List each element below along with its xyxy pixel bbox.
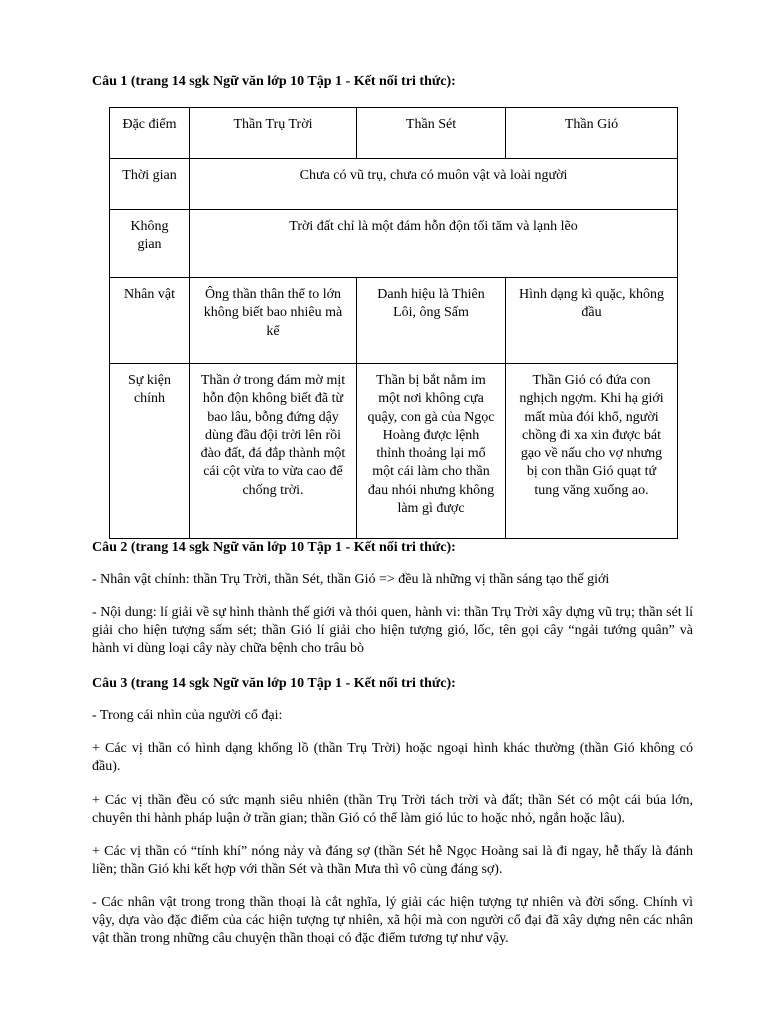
answer-2-paragraph-1: - Nhân vật chính: thần Trụ Trời, thần Sét, thần Gió => đều là những vị thần sáng tạo thế giới bbox=[92, 572, 610, 587]
character-cell-tru-troi: Ông thần thân thể to lớn không biết bao nhiêu mà kể bbox=[190, 278, 357, 364]
answer-3-paragraph-3: + Các vị thần đều có sức mạnh siêu nhiên (thần Trụ Trời tách trời và đất; thần Sét có một cái búa lớn, chuyên thi hành pháp luận ở trần gian; thần Gió có thể làm gió lúc to hoặc nhỏ, ngắn hoặc lâu). bbox=[92, 793, 693, 826]
question-3-heading: Câu 3 (trang 14 sgk Ngữ văn lớp 10 Tập 1 - Kết nối tri thức): bbox=[92, 676, 456, 691]
event-cell-tru-troi: Thần ở trong đám mờ mịt hỗn độn không biết đã từ bao lâu, bỗng đứng dậy dùng đầu đội trời lên rồi đào đất, đá đắp thành một cái cột vừa to vừa cao để chống trời. bbox=[190, 364, 357, 539]
question-1-heading: Câu 1 (trang 14 sgk Ngữ văn lớp 10 Tập 1 - Kết nối tri thức): bbox=[92, 74, 456, 89]
answer-2-paragraph-2: - Nội dung: lí giải về sự hình thành thế giới và thói quen, hành vi: thần Trụ Trời xây dựng vũ trụ; thần sét lí giải cho hiện tượng sấm sét; thần Gió lí giải cho hiện tượng gió, lốc, tên gọi cây “ngải tướng quân” và hành vi dùng loại cây này chữa bệnh cho trâu bò bbox=[92, 605, 693, 656]
character-cell-gio: Hình dạng kì quặc, không đầu bbox=[506, 278, 678, 364]
row-label-event: Sự kiện chính bbox=[110, 364, 190, 539]
answer-3-paragraph-1: - Trong cái nhìn của người cổ đại: bbox=[92, 708, 283, 723]
event-cell-set: Thần bị bắt nằm im một nơi không cựa quậy, con gà của Ngọc Hoàng được lệnh thỉnh thoảng lại mổ một cái làm cho thần đau nhói nhưng không làm gì được bbox=[357, 364, 506, 539]
event-cell-gio: Thần Gió có đứa con nghịch ngợm. Khi hạ giới mất mùa đói khổ, người chồng đi xa xin được bát gạo về nấu cho vợ nhưng bị con thần Gió quạt tứ tung văng xuống ao. bbox=[506, 364, 678, 539]
table-row-event bbox=[110, 364, 678, 539]
row-label-character: Nhân vật bbox=[110, 278, 190, 364]
table-header-row bbox=[110, 108, 678, 159]
header-cell-feature: Đặc điểm bbox=[110, 108, 190, 159]
header-cell-gio: Thần Gió bbox=[506, 108, 678, 159]
header-cell-set: Thần Sét bbox=[357, 108, 506, 159]
header-cell-tru-troi: Thần Trụ Trời bbox=[190, 108, 357, 159]
table-row-character bbox=[110, 278, 678, 364]
answer-3-paragraph-2: + Các vị thần có hình dạng khổng lồ (thần Trụ Trời) hoặc ngoại hình khác thường (thần Gió không có đầu). bbox=[92, 741, 693, 774]
row-label-time: Thời gian bbox=[110, 159, 190, 210]
table-row-time bbox=[110, 159, 678, 210]
answer-3-paragraph-4: + Các vị thần có “tính khí” nóng nảy và đáng sợ (thần Sét hễ Ngọc Hoàng sai là đi ngay, hễ thấy là đánh liền; thần Gió khi kết hợp với thần Sét và thần Mưa thì vô cùng đáng sợ). bbox=[92, 844, 693, 877]
row-label-space: Không gian bbox=[110, 210, 190, 278]
table-row-space bbox=[110, 210, 678, 278]
character-cell-set: Danh hiệu là Thiên Lôi, ông Sấm bbox=[357, 278, 506, 364]
space-value-cell: Trời đất chỉ là một đám hỗn độn tối tăm và lạnh lẽo bbox=[190, 210, 678, 278]
time-value-cell: Chưa có vũ trụ, chưa có muôn vật và loài người bbox=[190, 159, 678, 210]
question-2-heading: Câu 2 (trang 14 sgk Ngữ văn lớp 10 Tập 1 - Kết nối tri thức): bbox=[92, 540, 456, 555]
answer-3-paragraph-5: - Các nhân vật trong trong thần thoại là cắt nghĩa, lý giải các hiện tượng tự nhiên và đời sống. Chính vì vậy, dựa vào đặc điểm của các hiện tượng tự nhiên, xã hội mà con người cổ đại đã xây dựng nên các nhân vật thần trong những câu chuyện thần thoại có đặc điểm tương tự như vậy. bbox=[92, 895, 693, 946]
comparison-table bbox=[109, 107, 678, 539]
